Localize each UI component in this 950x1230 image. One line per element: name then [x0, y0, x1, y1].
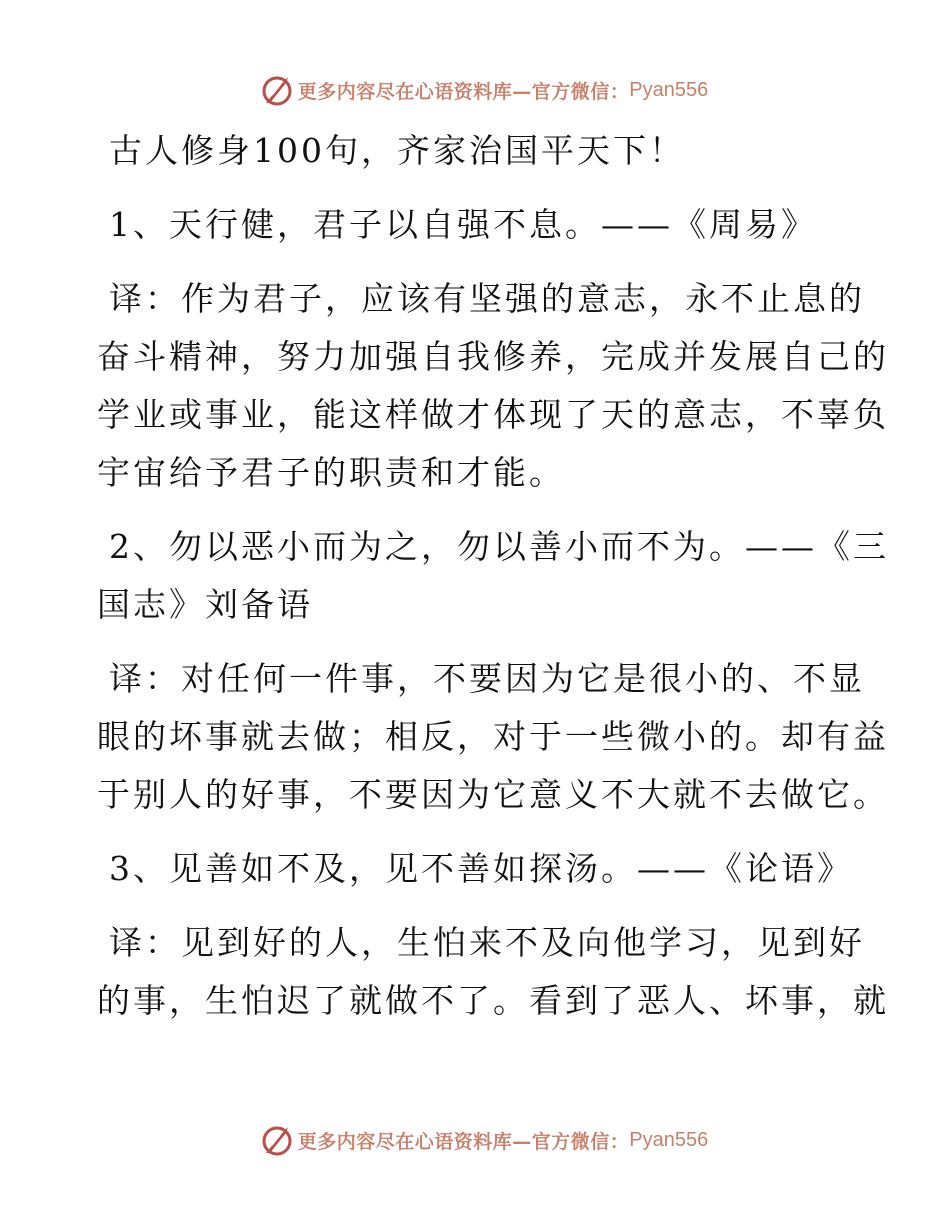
translation-2-line-2: 眼的坏事就去做；相反，对于一些微小的。却有益	[97, 717, 889, 756]
spacer	[97, 898, 857, 914]
banner-text: 更多内容尽在心语资料库—官方微信：	[297, 80, 630, 103]
translation-1-line-2: 奋斗精神，努力加强自我修养，完成并发展自己的	[97, 337, 889, 376]
spacer	[97, 180, 857, 196]
spacer	[97, 502, 857, 518]
translation-1-line-4: 宇宙给予君子的职责和才能。	[97, 453, 565, 492]
banner-wechat-id: Pyan556	[629, 78, 709, 101]
banner-content	[260, 73, 708, 107]
translation-2-line-3: 于别人的好事，不要因为它意义不大就不去做它。	[97, 775, 889, 814]
document-body	[97, 122, 889, 1030]
banner-wechat-id: Pyan556	[629, 1128, 709, 1151]
translation-1-line-1: 译：作为君子，应该有坚强的意志，永不止息的	[109, 279, 865, 318]
quote-3: 3、见善如不及，见不善如探汤。——《论语》	[109, 849, 853, 888]
quote-2-line-1: 2、勿以恶小而为之，勿以善小而不为。——《三	[109, 527, 889, 566]
header-banner	[0, 70, 950, 110]
translation-3-line-1: 译：见到好的人，生怕来不及向他学习，见到好	[109, 923, 865, 962]
translation-2-line-1: 译：对任何一件事，不要因为它是很小的、不显	[109, 659, 865, 698]
spacer	[97, 824, 857, 840]
banner-content	[260, 1123, 708, 1157]
footer-banner	[0, 1120, 950, 1160]
quote-1: 1、天行健，君子以自强不息。——《周易》	[109, 205, 817, 244]
spacer	[97, 634, 857, 650]
translation-3-line-2: 的事，生怕迟了就做不了。看到了恶人、坏事，就	[97, 981, 889, 1020]
spacer	[97, 254, 857, 270]
quote-2-line-2: 国志》刘备语	[97, 585, 313, 624]
translation-1-line-3: 学业或事业，能这样做才体现了天的意志，不辜负	[97, 395, 889, 434]
quill-logo-icon	[260, 73, 294, 107]
quill-logo-icon	[260, 1123, 294, 1157]
document-title: 古人修身100句，齐家治国平天下！	[109, 131, 685, 170]
banner-text: 更多内容尽在心语资料库—官方微信：	[297, 1130, 630, 1153]
